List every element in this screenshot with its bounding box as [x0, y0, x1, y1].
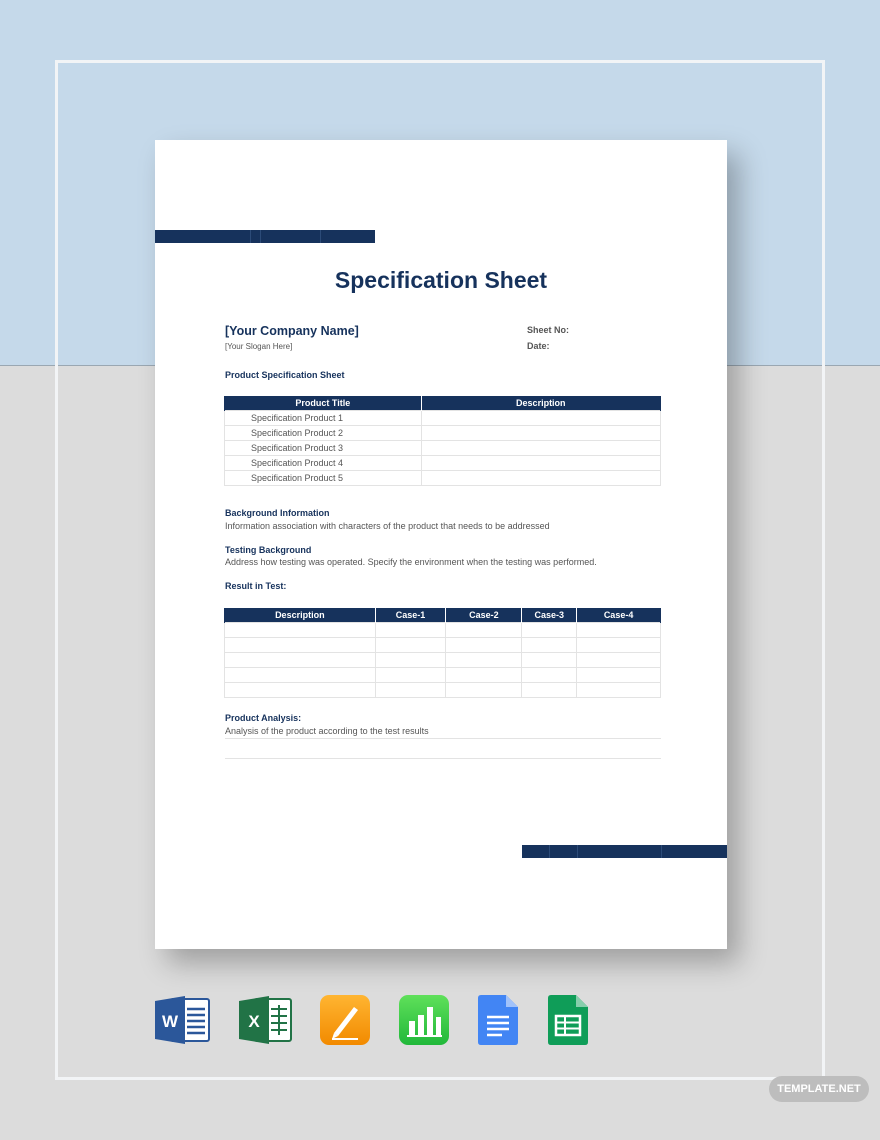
company-name: [Your Company Name] — [225, 324, 359, 338]
format-icons — [155, 995, 595, 1045]
date-label: Date: — [527, 341, 550, 351]
result-cell — [577, 682, 661, 697]
table-row — [225, 455, 661, 470]
result-table — [224, 608, 661, 698]
result-cell — [577, 622, 661, 637]
document-page — [155, 140, 727, 949]
google-sheets-icon[interactable] — [548, 995, 588, 1045]
pages-icon[interactable] — [320, 995, 370, 1045]
product-title-cell: Specification Product 5 — [225, 470, 422, 485]
company-slogan: [Your Slogan Here] — [225, 342, 293, 351]
table-row — [225, 652, 661, 667]
product-title-cell: Specification Product 4 — [225, 455, 422, 470]
product-title-cell: Specification Product 3 — [225, 440, 422, 455]
result-cell — [446, 682, 522, 697]
google-docs-icon[interactable] — [478, 995, 518, 1045]
template-net-badge[interactable]: TEMPLATE.NET — [769, 1076, 869, 1102]
word-icon[interactable] — [155, 995, 211, 1045]
table-row — [225, 667, 661, 682]
result-cell — [375, 667, 446, 682]
result-cell — [522, 682, 577, 697]
column-header-description: Description — [421, 396, 660, 410]
result-cell — [225, 652, 376, 667]
bottom-accent-bar — [522, 845, 727, 858]
result-cell — [577, 637, 661, 652]
column-header-case-2: Case-2 — [446, 608, 522, 622]
result-cell — [522, 652, 577, 667]
result-cell — [522, 622, 577, 637]
result-cell — [446, 652, 522, 667]
testing-text: Address how testing was operated. Specify the environment when the testing was performed. — [225, 557, 597, 567]
result-cell — [225, 682, 376, 697]
description-cell — [421, 425, 660, 440]
result-cell — [375, 637, 446, 652]
numbers-icon[interactable] — [399, 995, 449, 1045]
product-title-cell: Specification Product 2 — [225, 425, 422, 440]
analysis-line — [225, 738, 661, 739]
description-cell — [421, 470, 660, 485]
table-row — [225, 637, 661, 652]
product-table-header — [225, 396, 661, 410]
result-cell — [446, 667, 522, 682]
excel-icon[interactable] — [239, 995, 293, 1045]
column-header-description: Description — [225, 608, 376, 622]
table-row — [225, 425, 661, 440]
sheet-no-label: Sheet No: — [527, 325, 570, 335]
description-cell — [421, 455, 660, 470]
result-cell — [375, 682, 446, 697]
result-cell — [225, 637, 376, 652]
result-cell — [577, 667, 661, 682]
svg-text:X: X — [248, 1012, 260, 1031]
result-cell — [446, 622, 522, 637]
table-row — [225, 682, 661, 697]
column-header-product-title: Product Title — [225, 396, 422, 410]
description-cell — [421, 440, 660, 455]
analysis-line — [225, 758, 661, 759]
column-header-case-4: Case-4 — [577, 608, 661, 622]
background-text: Information association with characters of the product that needs to be addressed — [225, 521, 550, 531]
table-row — [225, 410, 661, 425]
result-table-header — [225, 608, 661, 622]
svg-text:W: W — [161, 1012, 179, 1031]
product-table — [224, 396, 661, 486]
result-cell — [522, 637, 577, 652]
document-title: Specification Sheet — [334, 267, 548, 293]
description-cell — [421, 410, 660, 425]
testing-heading: Testing Background — [225, 545, 312, 555]
product-section-heading: Product Specification Sheet — [225, 370, 345, 380]
result-cell — [225, 622, 376, 637]
result-cell — [446, 637, 522, 652]
result-heading: Result in Test: — [225, 581, 287, 591]
column-header-case-3: Case-3 — [522, 608, 577, 622]
analysis-heading: Product Analysis: — [225, 713, 302, 723]
result-cell — [522, 667, 577, 682]
table-row — [225, 470, 661, 485]
result-cell — [225, 667, 376, 682]
top-accent-bar — [155, 230, 375, 243]
result-cell — [375, 622, 446, 637]
analysis-text: Analysis of the product according to the test results — [225, 726, 429, 736]
result-cell — [375, 652, 446, 667]
table-row — [225, 622, 661, 637]
product-title-cell: Specification Product 1 — [225, 410, 422, 425]
column-header-case-1: Case-1 — [375, 608, 446, 622]
table-row — [225, 440, 661, 455]
background-heading: Background Information — [225, 508, 330, 518]
result-cell — [577, 652, 661, 667]
